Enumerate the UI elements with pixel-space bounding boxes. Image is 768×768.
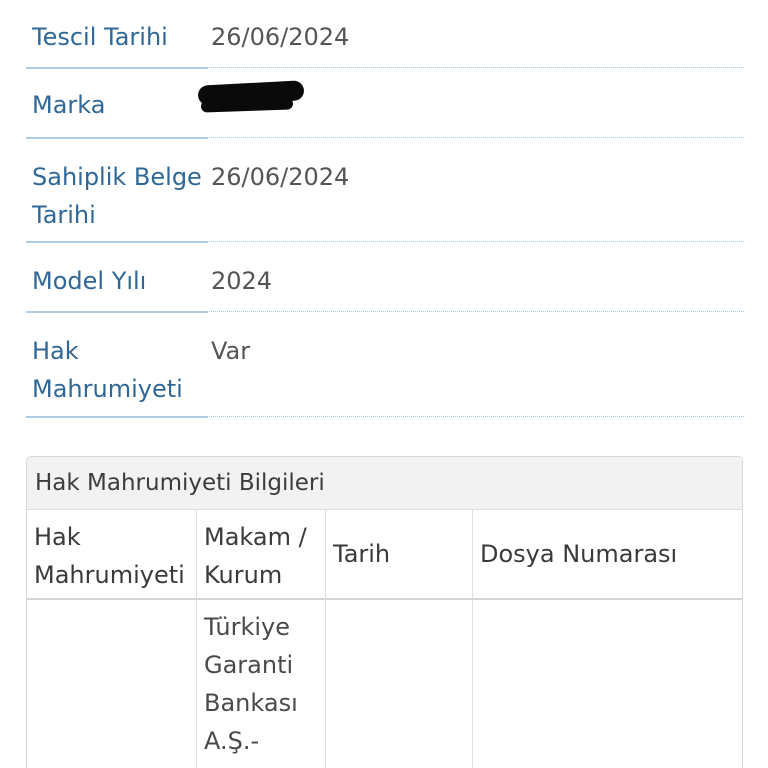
- detail-label-line: Marka: [32, 91, 106, 119]
- cell-text-line: Garanti: [204, 651, 294, 679]
- detail-value: Var: [211, 337, 251, 365]
- detail-label-line: Tescil Tarihi: [32, 23, 168, 51]
- detail-label: [26, 312, 208, 418]
- column-header-tarih: [326, 510, 473, 600]
- table-cell-dosya-numarasi: [473, 600, 743, 768]
- detail-label-line: Sahiplik Belge: [32, 163, 202, 191]
- detail-label-line: Tarihi: [32, 201, 96, 229]
- column-header-hak-mahrumiyeti: [27, 510, 197, 600]
- detail-value: 26/06/2024: [211, 23, 350, 51]
- cell-text-line: Türkiye: [204, 613, 290, 641]
- column-header-line: Mahrumiyeti: [34, 561, 185, 589]
- panel-title: Hak Mahrumiyeti Bilgileri: [27, 457, 742, 510]
- detail-row-hak-mahrumiyeti: [26, 312, 744, 417]
- column-header-line: Hak: [34, 523, 81, 551]
- table-cell-tarih: [326, 600, 473, 768]
- table-cell-makam-kurum: [197, 600, 326, 768]
- redaction-mark: [201, 97, 293, 112]
- detail-label: [26, 68, 208, 139]
- detail-label-line: Model Yılı: [32, 267, 147, 295]
- detail-value: 2024: [211, 267, 273, 295]
- column-header-line: Makam /: [204, 523, 307, 551]
- detail-label: [26, 138, 208, 243]
- detail-row-marka: [26, 68, 744, 138]
- column-header-dosya-numarasi: [473, 510, 743, 600]
- detail-label-line: Hak: [32, 337, 79, 365]
- hak-mahrumiyeti-panel: [26, 456, 743, 768]
- cell-text-line: A.Ş.-: [204, 727, 260, 755]
- detail-label-line: Mahrumiyeti: [32, 375, 183, 403]
- column-header-line: Kurum: [204, 561, 283, 589]
- detail-row-tescil-tarihi: [26, 0, 744, 68]
- column-header-makam-kurum: [197, 510, 326, 600]
- detail-label: [26, 242, 208, 313]
- table-cell-hak-mahrumiyeti: [27, 600, 197, 768]
- cell-text-line: Bankası: [204, 689, 298, 717]
- column-header-line: Tarih: [333, 540, 391, 568]
- detail-row-sahiplik-belge-tarihi: [26, 138, 744, 242]
- detail-value: 26/06/2024: [211, 163, 350, 191]
- detail-row-model-yili: [26, 242, 744, 312]
- vehicle-details-list: [26, 0, 744, 417]
- column-header-line: Dosya Numarası: [480, 540, 678, 568]
- detail-label: [26, 0, 208, 69]
